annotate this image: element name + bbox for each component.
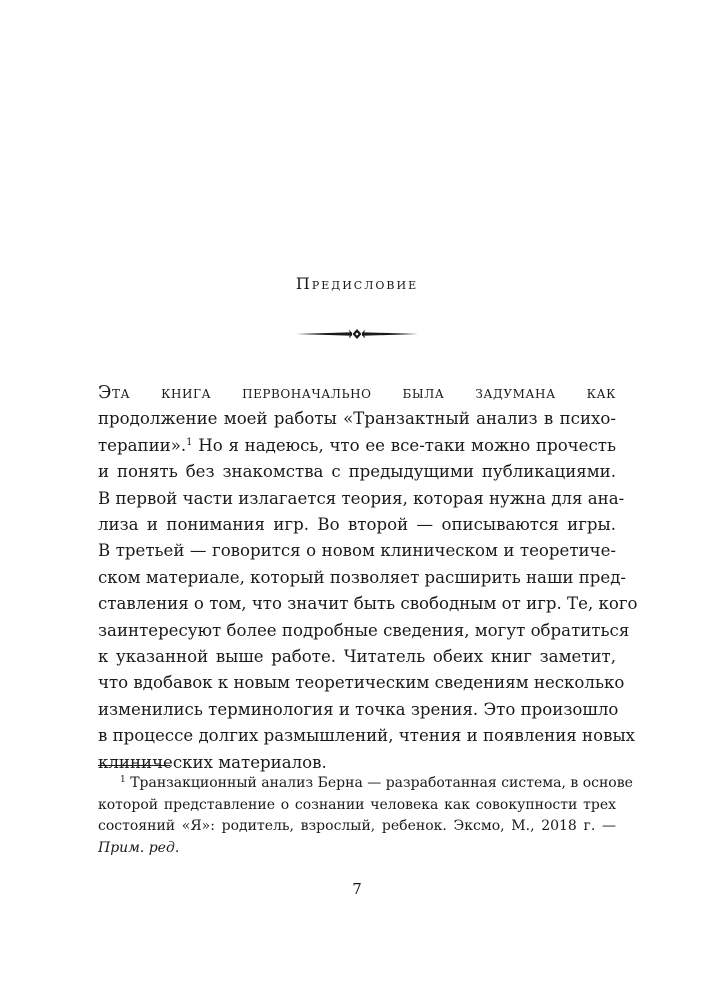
body-line: лиза и понимания игр. Во второй — описываются игры.	[98, 515, 616, 535]
body-line: что вдобавок к новым теоретическим сведениям несколько	[98, 673, 625, 693]
body-line-part: Но я надеюсь, что ее все-таки можно прочесть	[198, 435, 616, 455]
body-line: в процессе долгих размышлений, чтения и появления новых	[98, 726, 636, 746]
body-line: продолжение моей работы «Транзактный анализ в психо-	[98, 409, 616, 429]
body-line: Эта книга первоначально была задумана как	[98, 383, 616, 403]
footnote-line: состояний «Я»: родитель, взрослый, ребенок. Эксмо, М., 2018 г. —	[98, 818, 616, 834]
body-line: и понять без знакомства с предыдущими публикациями.	[98, 462, 616, 482]
page-number: 7	[352, 880, 362, 898]
body-line: к указанной выше работе. Читатель обеих книг заметит,	[98, 647, 616, 667]
body-line-part: терапии».	[98, 435, 187, 455]
footnote-ref: 1	[186, 436, 193, 448]
body-line-with-footnote	[98, 433, 616, 459]
ornament-divider-icon	[296, 327, 418, 341]
body-line: В третьей — говорится о новом клиническом и теоретиче-	[98, 541, 616, 561]
preface-body	[98, 380, 638, 776]
body-line: изменились терминология и точка зрения. Это произошло	[98, 699, 619, 719]
footnote-line	[98, 773, 633, 795]
editor-note: Прим. ред.	[98, 839, 180, 856]
body-line: В первой части излагается теория, которая нужна для ана-	[98, 488, 625, 508]
body-line: ском материале, который позволяет расширить наши пред-	[98, 567, 627, 587]
footnote-marker: 1	[120, 775, 126, 785]
footnote-line-text: Транзакционный анализ Берна — разработанная система, в основе	[130, 775, 633, 791]
body-line: клинических материалов.	[98, 752, 327, 772]
footnote	[98, 773, 633, 859]
chapter-heading: Предисловие	[295, 274, 419, 293]
footnote-line: которой представление о сознании человека как совокупности трех	[98, 796, 616, 813]
footnote-divider	[98, 765, 170, 766]
body-line: заинтересуют более подробные сведения, могут обратиться	[98, 620, 630, 640]
body-line: ставления о том, что значит быть свободным от игр. Те, кого	[98, 594, 638, 614]
